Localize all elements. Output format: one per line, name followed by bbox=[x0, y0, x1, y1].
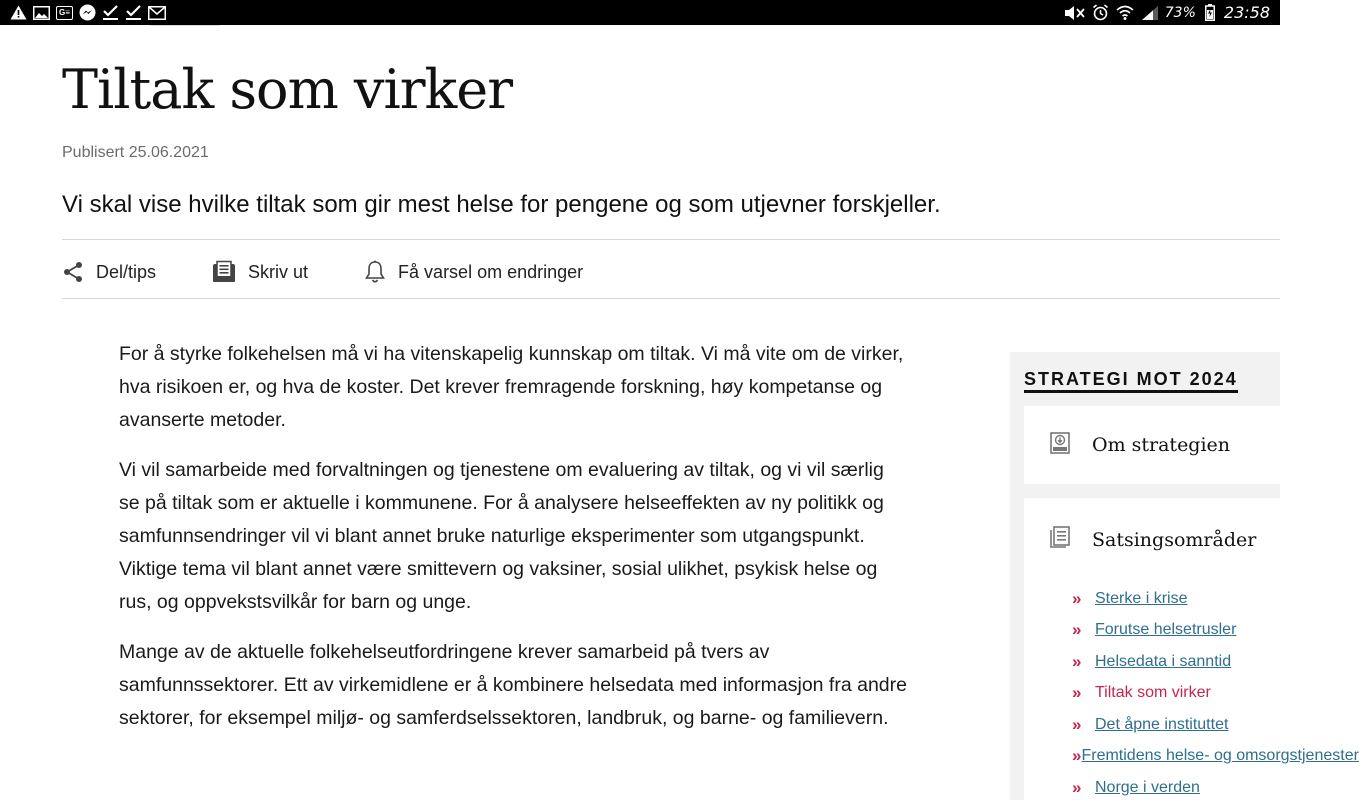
bell-icon bbox=[364, 260, 386, 284]
clock: 23:58 bbox=[1223, 3, 1270, 22]
print-button[interactable] bbox=[212, 261, 308, 283]
list-item bbox=[1072, 583, 1280, 615]
focus-link[interactable]: Norge i verden bbox=[1095, 778, 1200, 796]
list-item bbox=[1072, 741, 1359, 773]
focus-link[interactable]: Det åpne instituttet bbox=[1095, 715, 1229, 733]
status-bar-notifications bbox=[10, 4, 166, 22]
warning-icon bbox=[10, 4, 27, 22]
status-bar bbox=[0, 0, 1280, 25]
document-icon bbox=[1050, 526, 1070, 553]
focus-link[interactable]: Helsedata i sanntid bbox=[1095, 652, 1232, 670]
chevron-right-icon: » bbox=[1072, 620, 1082, 640]
article-paragraph: Vi vil samarbeide med forvaltningen og tjenestene om evaluering av tiltak, og vi vil særlig se på tiltak som er aktuelle i kommunene. For å analysere helseeffekten av ny politikk og samfunnsendringer vil vi blant annet bruke naturlige eksperimenter som utgangspunkt. Viktige tema vil blant annet være smittevern og vaksiner, sosial ulikhet, psykisk helse og rus, og oppvekstsvilkår for barn og unge. bbox=[119, 459, 884, 613]
sidebar-heading[interactable]: STRATEGI MOT 2024 bbox=[1024, 369, 1238, 393]
focus-link-current[interactable]: Tiltak som virker bbox=[1095, 684, 1211, 702]
list-item bbox=[1072, 678, 1280, 710]
about-strategy-card[interactable] bbox=[1024, 406, 1280, 484]
share-label: Del/tips bbox=[96, 261, 157, 282]
chevron-right-icon: » bbox=[1072, 746, 1082, 766]
chevron-right-icon: » bbox=[1072, 777, 1082, 797]
chevron-right-icon: » bbox=[1072, 651, 1082, 671]
check-icon bbox=[102, 4, 119, 22]
status-bar-system bbox=[1064, 3, 1270, 22]
alarm-icon bbox=[1092, 4, 1109, 22]
focus-link[interactable]: Sterke i krise bbox=[1095, 589, 1188, 607]
divider bbox=[150, 25, 220, 26]
divider bbox=[62, 239, 1280, 240]
focus-link[interactable]: Fremtidens helse- og omsorgstjenester bbox=[1081, 747, 1359, 765]
strategy-sidebar bbox=[1010, 352, 1359, 800]
check-icon bbox=[125, 4, 142, 22]
focus-areas-list bbox=[1050, 583, 1359, 804]
published-date: Publisert 25.06.2021 bbox=[62, 144, 209, 161]
notify-button[interactable] bbox=[364, 260, 583, 284]
share-icon bbox=[62, 261, 84, 283]
battery-icon bbox=[1202, 4, 1218, 22]
share-button[interactable] bbox=[62, 261, 156, 283]
print-icon bbox=[212, 261, 236, 283]
news-icon: G≡ bbox=[56, 6, 73, 20]
signal-icon bbox=[1141, 4, 1159, 22]
focus-areas-card bbox=[1024, 498, 1359, 800]
chevron-right-icon: » bbox=[1072, 588, 1082, 608]
article-paragraph: Mange av de aktuelle folkehelseutfordringene krever samarbeid på tvers av samfunnssektorer. Ett av virkemidlene er å kombinere helsedata med informasjon fra andre sektorer, for eksempel miljø- og samferdselssektoren, landbruk, og barne- og familievern. bbox=[119, 641, 907, 729]
list-item bbox=[1072, 772, 1280, 804]
mute-icon bbox=[1064, 4, 1086, 22]
article-body bbox=[119, 338, 909, 752]
lead-text: Vi skal vise hvilke tiltak som gir mest helse for pengene og som utjevner forskjeller. bbox=[62, 191, 941, 218]
article-paragraph: For å styrke folkehelsen må vi ha vitenskapelig kunnskap om tiltak. Vi må vite om de virker, hva risikoen er, og hva de koster. Det krever fremragende forskning, høy kompetanse og avanserte metoder. bbox=[119, 343, 904, 431]
page-title: Tiltak som virker bbox=[62, 58, 513, 121]
download-icon bbox=[1050, 432, 1070, 459]
image-icon bbox=[33, 4, 50, 22]
battery-percent: 73% bbox=[1164, 4, 1196, 21]
chevron-right-icon: » bbox=[1072, 714, 1082, 734]
divider bbox=[62, 298, 1280, 299]
focus-link[interactable]: Forutse helsetrusler bbox=[1095, 621, 1237, 639]
about-strategy-link[interactable]: Om strategien bbox=[1092, 434, 1231, 456]
list-item bbox=[1072, 615, 1280, 647]
messenger-icon bbox=[79, 4, 96, 22]
mail-icon bbox=[148, 4, 166, 22]
notify-label: Få varsel om endringer bbox=[398, 261, 584, 282]
list-item bbox=[1072, 709, 1280, 741]
print-label: Skriv ut bbox=[248, 261, 309, 282]
focus-areas-title: Satsingsområder bbox=[1092, 528, 1257, 551]
wifi-icon bbox=[1115, 4, 1135, 22]
list-item bbox=[1072, 646, 1280, 678]
article-actions bbox=[62, 255, 639, 289]
chevron-right-icon: » bbox=[1072, 683, 1082, 703]
